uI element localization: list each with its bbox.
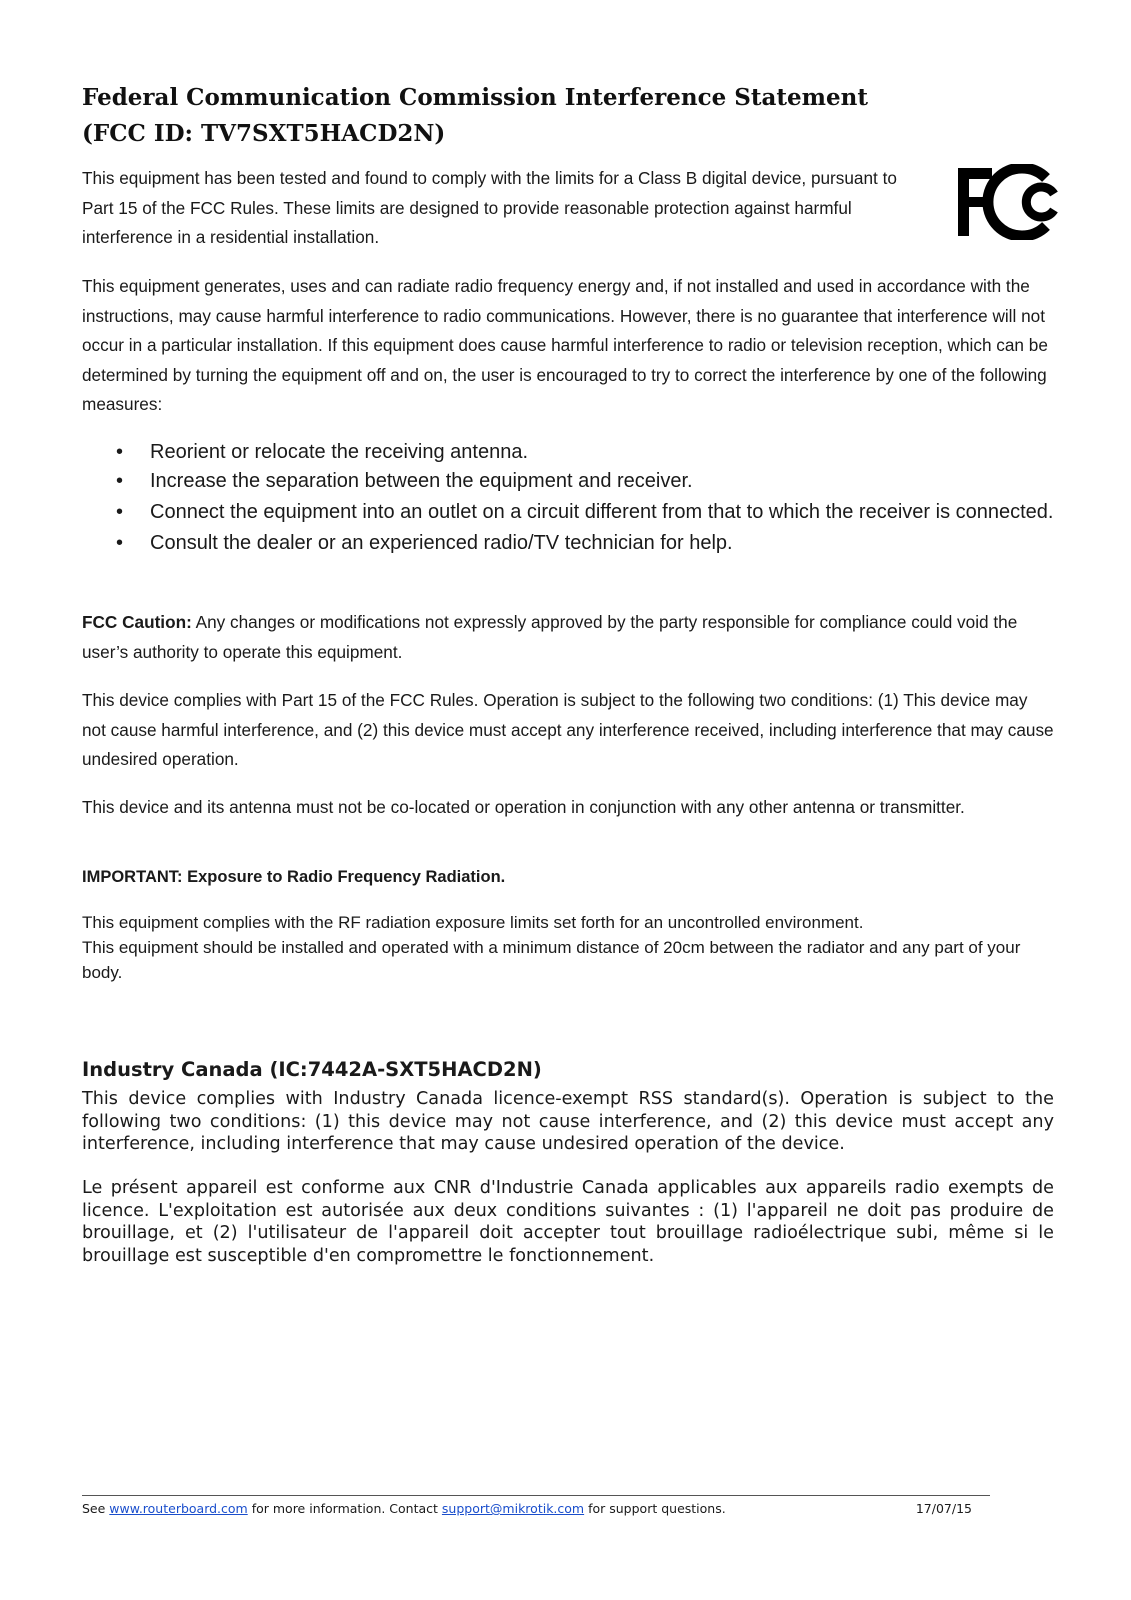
measures-list bbox=[82, 438, 1054, 558]
support-email-link[interactable]: support@mikrotik.com bbox=[441, 1501, 585, 1516]
fcc-logo-icon bbox=[958, 164, 1062, 240]
rf-line-2: This equipment should be installed and operated with a minimum distance of 20cm between the radiator and any part of your body. bbox=[82, 938, 1021, 982]
rf-exposure-paragraph bbox=[82, 910, 1054, 985]
bullet-icon: • bbox=[116, 470, 124, 492]
emission-paragraph: This equipment generates, uses and can radiate radio frequency energy and, if not installed and used in accordance with the instructions, may cause harmful interference to radio communications. However, there is no guarantee that interference will not occur in a particular installation. If this equipment does cause harmful interference to radio or television reception, which can be determined by turning the equipment off and on, the user is encouraged to try to correct the interference by one of the following measures: bbox=[82, 276, 1048, 414]
industry-canada-french: Le présent appareil est conforme aux CNR d'Industrie Canada applicables aux appareils radio exempts de licence. L'exploitation est autorisée aux deux conditions suivantes : (1) l'appareil ne doit pas produire de brouillage, et (2) l'utilisateur de l'appareil doit accepter tout brouillage radioélectrique subi, même si le brouillage est susceptible d'en compromettre le fonctionnement. bbox=[82, 1178, 1054, 1266]
bullet-icon: • bbox=[116, 441, 124, 463]
measure-text: Increase the separation between the equipment and receiver. bbox=[150, 470, 693, 492]
measure-text: Consult the dealer or an experienced radio/TV technician for help. bbox=[150, 532, 733, 554]
footer-text-see: See bbox=[82, 1501, 110, 1516]
footer-text-mid: for more information. Contact bbox=[247, 1501, 442, 1516]
caution-text: Any changes or modifications not expressly approved by the party responsible for compliance could void the user’s authority to operate this equipment. bbox=[82, 612, 1018, 662]
routerboard-link[interactable]: www.routerboard.com bbox=[109, 1501, 248, 1516]
list-item bbox=[82, 467, 1054, 496]
industry-canada-english: This device complies with Industry Canada licence-exempt RSS standard(s). Operation is subject to the following two conditions: (1) this device may not cause interference, and (2) this device must accept any interference, including interference that may cause undesired operation of the device. bbox=[82, 1089, 1054, 1154]
intro-paragraph: This equipment has been tested and found to comply with the limits for a Class B digital device, pursuant to Part 15 of the FCC Rules. These limits are designed to provide reasonable protection against harmful interference in a residential installation. bbox=[82, 168, 897, 247]
important-heading: IMPORTANT: Exposure to Radio Frequency Radiation. bbox=[82, 868, 506, 886]
title-line-2: (FCC ID: TV7SXT5HACD2N) bbox=[82, 120, 446, 147]
bullet-icon: • bbox=[116, 501, 124, 523]
bullet-icon: • bbox=[116, 532, 124, 554]
page-title bbox=[82, 80, 942, 152]
footer-date: 17/07/15 bbox=[915, 1501, 972, 1516]
caution-label: FCC Caution: bbox=[82, 612, 192, 632]
part15-paragraph: This device complies with Part 15 of the FCC Rules. Operation is subject to the following two conditions: (1) This device may not cause harmful interference, and (2) this device must accept any interference received, including interference that may cause undesired operation. bbox=[82, 690, 1054, 769]
colocation-paragraph: This device and its antenna must not be co-located or operation in conjunction with any other antenna or transmitter. bbox=[82, 797, 965, 817]
footer-divider bbox=[82, 1495, 990, 1496]
measure-text: Reorient or relocate the receiving antenna. bbox=[150, 441, 529, 463]
footer-text-end: for support questions. bbox=[584, 1501, 726, 1516]
industry-canada-heading: Industry Canada (IC:7442A-SXT5HACD2N) bbox=[82, 1058, 542, 1081]
list-item bbox=[82, 496, 1054, 529]
list-item bbox=[82, 438, 1054, 467]
fcc-caution-paragraph bbox=[82, 608, 1054, 667]
list-item bbox=[82, 529, 1054, 558]
rf-line-1: This equipment complies with the RF radiation exposure limits set forth for an uncontrolled environment. bbox=[82, 913, 864, 932]
footer bbox=[82, 1500, 990, 1518]
title-line-1: Federal Communication Commission Interference Statement bbox=[82, 84, 868, 111]
measure-text: Connect the equipment into an outlet on a circuit different from that to which the receiver is connected. bbox=[150, 501, 1054, 523]
